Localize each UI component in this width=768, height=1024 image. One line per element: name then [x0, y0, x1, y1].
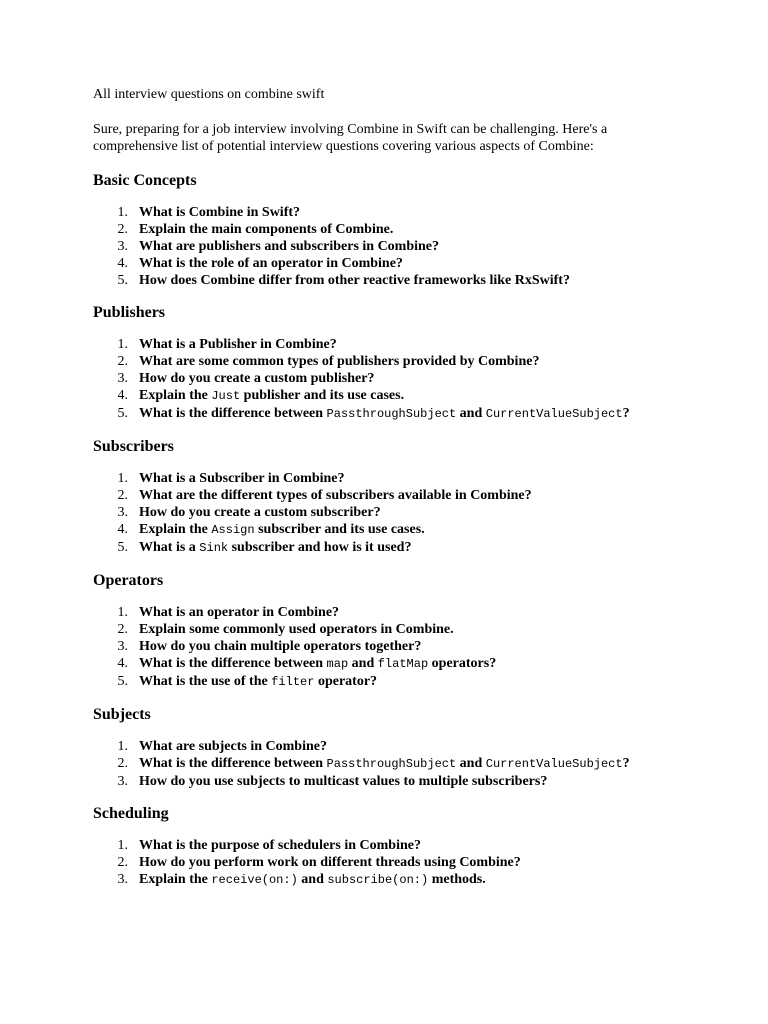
list-number: 4.	[117, 522, 128, 537]
document-page	[93, 86, 693, 903]
question-item: 5. How does Combine differ from other reactive frameworks like RxSwift?	[93, 272, 693, 289]
list-number: 1.	[117, 205, 128, 220]
section	[93, 571, 693, 691]
intro-paragraph: Sure, preparing for a job interview involving Combine in Swift can be challenging. Here's a comprehensive list of potential interview questions covering various aspects of Combine:	[93, 122, 608, 154]
list-number: 3.	[117, 872, 128, 887]
list-number: 3.	[117, 371, 128, 386]
question-item: 3. How do you chain multiple operators together?	[93, 638, 693, 655]
inline-code: PassthroughSubject	[326, 757, 457, 771]
question-item: 2. What are some common types of publishers provided by Combine?	[93, 353, 693, 370]
list-number: 5.	[117, 406, 128, 421]
question-list	[93, 837, 693, 889]
question-list	[93, 604, 693, 691]
question-item: 2. Explain some commonly used operators in Combine.	[93, 621, 693, 638]
inline-code: flatMap	[377, 657, 429, 671]
document-title: All interview questions on combine swift	[93, 87, 325, 102]
inline-code: map	[326, 657, 349, 671]
inline-code: subscribe(on:)	[327, 873, 429, 887]
list-number: 2.	[117, 855, 128, 870]
list-number: 5.	[117, 273, 128, 288]
question-item: 1. What is a Subscriber in Combine?	[93, 470, 693, 487]
question-item: 1. What is Combine in Swift?	[93, 204, 693, 221]
section-heading: Operators	[93, 572, 164, 589]
list-number: 1.	[117, 838, 128, 853]
question-list	[93, 336, 693, 423]
question-item: 2. What is the difference between PassthroughSubject and CurrentValueSubject?	[93, 755, 693, 773]
list-number: 3.	[117, 639, 128, 654]
inline-code: PassthroughSubject	[326, 407, 457, 421]
question-item: 2. What are the different types of subscribers available in Combine?	[93, 487, 693, 504]
inline-code: Sink	[199, 541, 229, 555]
question-item: 2. Explain the main components of Combine.	[93, 221, 693, 238]
list-number: 1.	[117, 337, 128, 352]
list-number: 4.	[117, 256, 128, 271]
inline-code: filter	[271, 675, 315, 689]
inline-code: receive(on:)	[211, 873, 298, 887]
list-number: 1.	[117, 739, 128, 754]
list-number: 2.	[117, 488, 128, 503]
question-item: 4. What is the role of an operator in Combine?	[93, 255, 693, 272]
list-number: 1.	[117, 471, 128, 486]
inline-code: CurrentValueSubject	[485, 407, 623, 421]
list-number: 3.	[117, 505, 128, 520]
question-item: 3. How do you create a custom subscriber?	[93, 504, 693, 521]
section-heading: Scheduling	[93, 805, 169, 822]
question-item: 5. What is a Sink subscriber and how is it used?	[93, 539, 693, 557]
question-item: 4. What is the difference between map and flatMap operators?	[93, 655, 693, 673]
question-item: 1. What are subjects in Combine?	[93, 738, 693, 755]
list-number: 2.	[117, 222, 128, 237]
list-number: 1.	[117, 605, 128, 620]
list-number: 4.	[117, 656, 128, 671]
list-number: 5.	[117, 674, 128, 689]
section	[93, 705, 693, 790]
list-number: 3.	[117, 774, 128, 789]
question-item: 3. How do you use subjects to multicast values to multiple subscribers?	[93, 773, 693, 790]
inline-code: Assign	[211, 523, 255, 537]
sections-container	[93, 171, 693, 889]
list-number: 2.	[117, 622, 128, 637]
question-item: 4. Explain the Assign subscriber and its use cases.	[93, 521, 693, 539]
list-number: 5.	[117, 540, 128, 555]
section	[93, 437, 693, 557]
question-item: 1. What is an operator in Combine?	[93, 604, 693, 621]
list-number: 3.	[117, 239, 128, 254]
section-heading: Subscribers	[93, 438, 174, 455]
question-list	[93, 738, 693, 790]
question-item: 1. What is the purpose of schedulers in Combine?	[93, 837, 693, 854]
question-item: 3. Explain the receive(on:) and subscribe(on:) methods.	[93, 871, 693, 889]
list-number: 4.	[117, 388, 128, 403]
question-item: 3. How do you create a custom publisher?	[93, 370, 693, 387]
list-number: 2.	[117, 756, 128, 771]
question-item: 3. What are publishers and subscribers in Combine?	[93, 238, 693, 255]
question-item: 5. What is the use of the filter operator?	[93, 673, 693, 691]
section	[93, 171, 693, 289]
question-list	[93, 470, 693, 557]
question-item: 5. What is the difference between PassthroughSubject and CurrentValueSubject?	[93, 405, 693, 423]
section-heading: Subjects	[93, 706, 151, 723]
inline-code: CurrentValueSubject	[485, 757, 623, 771]
question-item: 2. How do you perform work on different threads using Combine?	[93, 854, 693, 871]
section-heading: Basic Concepts	[93, 172, 197, 189]
section-heading: Publishers	[93, 304, 166, 321]
question-item: 4. Explain the Just publisher and its use cases.	[93, 387, 693, 405]
question-list	[93, 204, 693, 289]
question-item: 1. What is a Publisher in Combine?	[93, 336, 693, 353]
list-number: 2.	[117, 354, 128, 369]
section	[93, 804, 693, 889]
inline-code: Just	[211, 389, 241, 403]
section	[93, 303, 693, 423]
